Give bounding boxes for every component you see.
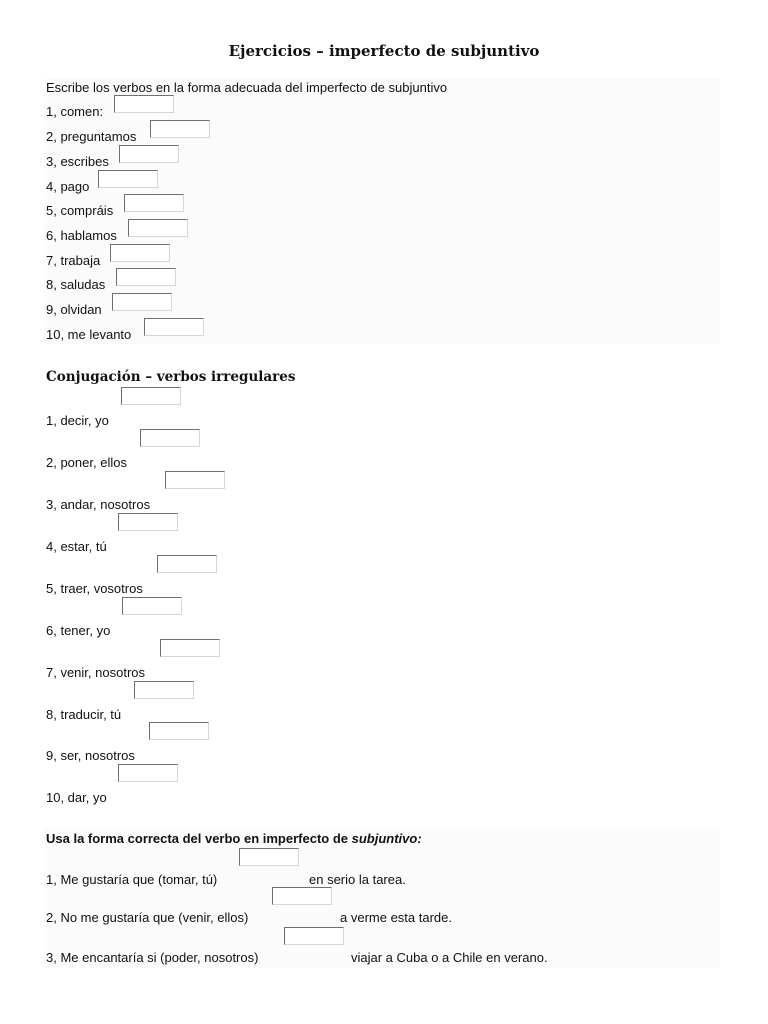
section-1-item-label: 2, preguntamos [46,129,137,144]
section-1-answer-3[interactable] [119,145,179,163]
section-2-item-label: 7, venir, nosotros [46,665,145,680]
section-1-answer-7[interactable] [110,244,170,262]
section-1-item-label: 3, escribes [46,154,109,169]
section-2-heading: Conjugación – verbos irregulares [46,369,296,385]
section-1-answer-10[interactable] [144,318,204,336]
section-2-item-label: 2, poner, ellos [46,455,127,470]
section-3-answer-1[interactable] [239,848,299,866]
section-2-answer-4[interactable] [118,513,178,531]
section-1-answer-2[interactable] [150,120,210,138]
section-2-answer-2[interactable] [140,429,200,447]
section-3-sentence-end: a verme esta tarde. [340,910,452,925]
section-3-heading-text: Usa la forma correcta del verbo en imperfecto de [46,831,352,846]
section-1-answer-8[interactable] [116,268,176,286]
section-2-item-label: 4, estar, tú [46,539,107,554]
section-1-instruction: Escribe los verbos en la forma adecuada del imperfecto de subjuntivo [46,80,448,95]
section-3-sentence-end: en serio la tarea. [309,872,406,887]
section-2-item-label: 3, andar, nosotros [46,497,151,512]
section-1-item-label: 6, hablamos [46,228,117,243]
section-1-item-label: 1, comen: [46,104,104,119]
section-1-answer-5[interactable] [124,194,184,212]
section-2-answer-8[interactable] [134,681,194,699]
section-2-item-label: 1, decir, yo [46,413,109,428]
section-2-answer-10[interactable] [118,764,178,782]
section-1-item-label: 7, trabaja [46,253,101,268]
section-2-answer-5[interactable] [157,555,217,573]
section-3-sentence-start: 3, Me encantaría si (poder, nosotros) [46,950,259,965]
page-title: Ejercicios – imperfecto de subjuntivo [228,42,540,60]
section-1-answer-4[interactable] [98,170,158,188]
section-3-answer-3[interactable] [284,927,344,945]
section-1-answer-9[interactable] [112,293,172,311]
section-2-item-label: 8, traducir, tú [46,707,122,722]
section-3-answer-2[interactable] [272,887,332,905]
section-2-answer-9[interactable] [149,722,209,740]
section-3-sentence-start: 2, No me gustaría que (venir, ellos) [46,910,249,925]
section-3-heading-emphasis: subjuntivo: [351,831,422,846]
section-3-heading [46,831,422,846]
section-1-item-label: 4, pago [46,179,90,194]
section-2-item-label: 5, traer, vosotros [46,581,143,596]
section-1-item-label: 8, saludas [46,277,106,292]
section-2-answer-1[interactable] [121,387,181,405]
section-1-answer-6[interactable] [128,219,188,237]
section-1-item-label: 5, compráis [46,203,114,218]
section-3-sentence-end: viajar a Cuba o a Chile en verano. [351,950,548,965]
section-1-item-label: 10, me levanto [46,327,132,342]
section-3-panel [44,828,720,968]
section-1-item-label: 9, olvidan [46,302,102,317]
section-2-item-label: 6, tener, yo [46,623,111,638]
section-3-sentence-start: 1, Me gustaría que (tomar, tú) [46,872,218,887]
section-2-item-label: 10, dar, yo [46,790,107,805]
section-2-answer-7[interactable] [160,639,220,657]
section-2-answer-3[interactable] [165,471,225,489]
section-2-answer-6[interactable] [122,597,182,615]
section-2-item-label: 9, ser, nosotros [46,748,135,763]
section-1-answer-1[interactable] [114,95,174,113]
